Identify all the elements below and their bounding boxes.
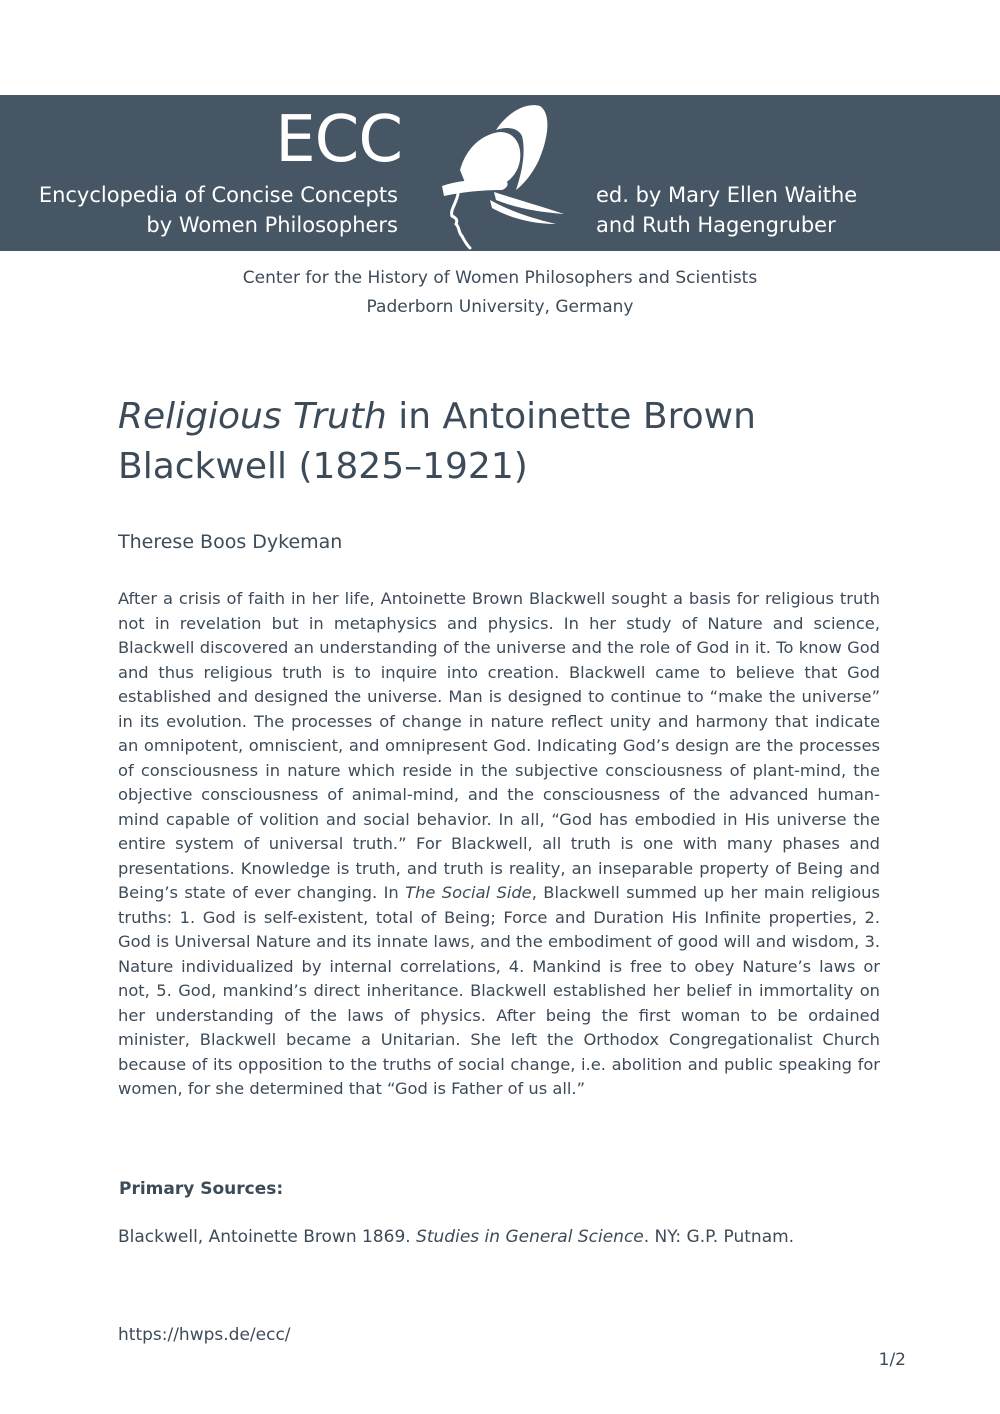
- primary-sources-heading: Primary Sources:: [119, 1179, 284, 1199]
- encyclopedia-name-line1: Encyclopedia of Concise Concepts: [38, 183, 398, 207]
- encyclopedia-name-line2: by Women Philosophers: [146, 213, 398, 237]
- article-author: Therese Boos Dykeman: [118, 531, 343, 553]
- editors-line1: ed. by Mary Ellen Waithe: [596, 183, 858, 207]
- abstract-part1: After a crisis of faith in her life, Antoinette Brown Blackwell sought a basis for religious truth not in revelation but in metaphysics and physics. In her study of Nature and science, Blackwell discovered an understanding of the universe and the role of God in it. To know God and thus religious truth is to inquire into creation. Blackwell came to believe that God established and designed the universe. Man is designed to continue to “make the universe” in its evolution. The processes of change in nature reflect unity and harmony that indicate an omnipotent, omniscient, and omnipresent God. Indicating God’s design are the processes of consciousness in nature which reside in the subjective consciousness of plant-mind, the objective consciousness of animal-mind, and the consciousness of the advanced human-mind capable of volition and social behavior. In all, “God has embodied in His universe the entire system of universal truth.” For Blackwell, all truth is one with many phases and presentations. Knowledge is truth, and truth is reality, an inseparable property of Being and Being’s state of ever changing. In: [118, 589, 880, 902]
- institution-line2: Paderborn University, Germany: [366, 297, 634, 317]
- encyclopedia-name: [38, 180, 398, 240]
- article-title-rest: in Antoinette Brown Blackwell (1825–1921): [118, 396, 756, 487]
- source-item-title: Studies in General Science: [416, 1227, 644, 1247]
- institution: [0, 264, 1000, 322]
- page-number: 1/2: [878, 1350, 906, 1370]
- athena-helmet-icon: [438, 100, 568, 250]
- source-item-prefix: Blackwell, Antoinette Brown 1869.: [118, 1227, 417, 1247]
- footer-url-link[interactable]: https://hwps.de/ecc/: [118, 1325, 291, 1345]
- primary-source-item: [118, 1224, 794, 1250]
- ecc-logo-text: ECC: [275, 103, 402, 177]
- institution-line1: Center for the History of Women Philosophers and Scientists: [242, 268, 758, 288]
- abstract-part2: , Blackwell summed up her main religious truths: 1. God is self-existent, total of Being; Force and Duration His Infinite properties, 2. God is Universal Nature and its innate laws, and the embodiment of good will and wisdom, 3. Nature individualized by internal correlations, 4. Mankind is free to obey Nature’s laws or not, 5. God, mankind’s direct inheritance. Blackwell established her belief in immortality on her understanding of the laws of physics. After being the first woman to be ordained minister, Blackwell became a Unitarian. She left the Orthodox Congregationalist Church because of its opposition to the truths of social change, i.e. abolition and public speaking for women, for she determined that “God is Father of us all.”: [118, 883, 880, 1098]
- editors-line2: and Ruth Hagengruber: [596, 213, 836, 237]
- editors: [596, 180, 896, 240]
- abstract-book-title: The Social Side: [405, 883, 532, 902]
- article-title-concept: Religious Truth: [118, 396, 387, 437]
- article-abstract: [118, 587, 880, 1102]
- source-item-suffix: . NY: G.P. Putnam.: [643, 1227, 795, 1247]
- article-title: [118, 392, 898, 492]
